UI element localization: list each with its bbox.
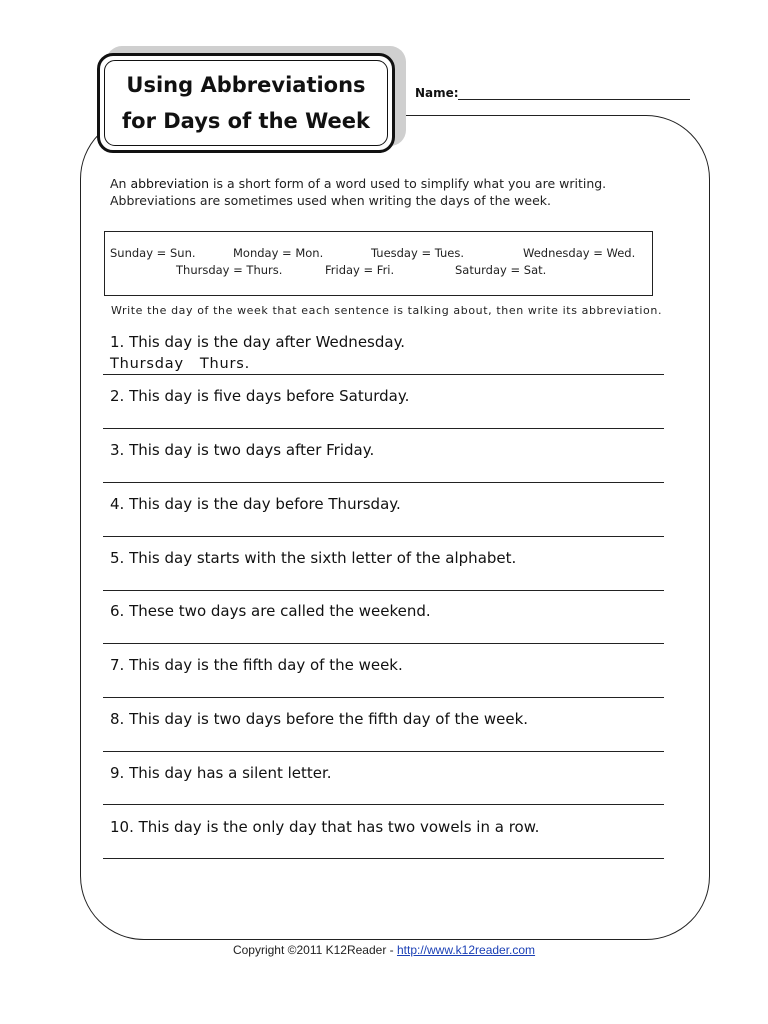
footer-copyright: Copyright ©2011 K12Reader - xyxy=(232,943,397,957)
intro-keyword: abbreviation xyxy=(130,176,210,191)
answer-line-2[interactable] xyxy=(103,428,664,429)
intro-line-2: Abbreviations are sometimes used when writing the days of the week. xyxy=(110,193,551,208)
abbr-monday: Monday = Mon. xyxy=(233,246,324,260)
title-box xyxy=(97,53,395,153)
answer-line-6[interactable] xyxy=(103,643,664,644)
question-6: 6. These two days are called the weekend. xyxy=(110,602,431,620)
intro-prefix: An xyxy=(110,176,131,191)
question-9: 9. This day has a silent letter. xyxy=(110,764,332,782)
answer-line-1[interactable] xyxy=(103,374,664,375)
question-4: 4. This day is the day before Thursday. xyxy=(110,495,401,513)
answer-day: Thursday xyxy=(110,356,184,372)
answer-line-5[interactable] xyxy=(103,590,664,591)
footer xyxy=(0,943,768,957)
abbr-saturday: Saturday = Sat. xyxy=(455,263,547,277)
abbr-tuesday: Tuesday = Tues. xyxy=(371,246,465,260)
question-5: 5. This day starts with the sixth letter of the alphabet. xyxy=(110,549,517,567)
abbr-thursday: Thursday = Thurs. xyxy=(176,263,283,277)
question-2: 2. This day is five days before Saturday. xyxy=(110,387,410,405)
question-7: 7. This day is the fifth day of the week. xyxy=(110,656,403,674)
intro-text xyxy=(110,175,670,209)
question-10: 10. This day is the only day that has two vowels in a row. xyxy=(110,818,540,836)
question-8: 8. This day is two days before the fifth day of the week. xyxy=(110,710,529,728)
name-label: Name: xyxy=(415,86,459,100)
answer-line-10[interactable] xyxy=(103,858,664,859)
intro-line-1 xyxy=(110,175,670,192)
intro-suffix: is a short form of a word used to simplify what you are writing. xyxy=(209,176,607,191)
answer-line-7[interactable] xyxy=(103,697,664,698)
abbr-sunday: Sunday = Sun. xyxy=(110,246,196,260)
abbr-friday: Friday = Fri. xyxy=(325,263,395,277)
title-inner-border xyxy=(104,60,388,146)
answer-line-4[interactable] xyxy=(103,536,664,537)
title-line-2: for Days of the Week xyxy=(122,109,370,133)
answer-line-8[interactable] xyxy=(103,751,664,752)
example-answer xyxy=(110,356,250,372)
footer-link[interactable]: http://www.k12reader.com xyxy=(396,943,536,957)
question-1: 1. This day is the day after Wednesday. xyxy=(110,333,406,351)
answer-line-3[interactable] xyxy=(103,482,664,483)
instructions: Write the day of the week that each sentence is talking about, then write its abbreviation. xyxy=(111,304,663,317)
abbreviation-box xyxy=(104,231,653,296)
question-3: 3. This day is two days after Friday. xyxy=(110,441,375,459)
title-line-1: Using Abbreviations xyxy=(126,73,366,97)
name-field[interactable] xyxy=(458,99,690,100)
answer-abbr: Thurs. xyxy=(199,356,250,372)
abbr-wednesday: Wednesday = Wed. xyxy=(523,246,636,260)
answer-line-9[interactable] xyxy=(103,804,664,805)
